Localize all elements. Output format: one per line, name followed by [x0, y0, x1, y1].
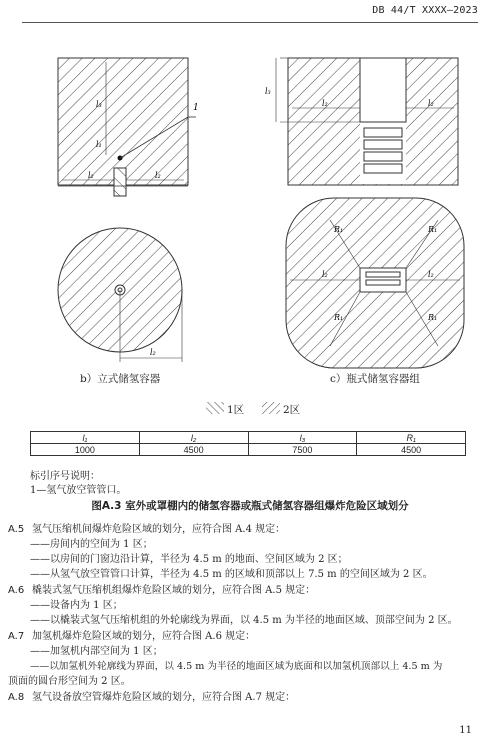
vertical-vessel-plan — [58, 228, 182, 362]
dim-l2-left: l₂ — [88, 171, 94, 180]
th-l1: l₁ — [82, 432, 88, 443]
figure-title: 图A.3 室外或罩棚内的储氢容器或瓶式储氢容器组爆炸危险区域划分 — [91, 500, 409, 512]
section-a7-continuation: 顶面的圆台形空间为 2 区。 — [8, 676, 131, 687]
dim-r1-tr: R₁ — [428, 225, 438, 234]
vertical-vessel-elevation — [58, 58, 199, 196]
bottle-group-plan — [286, 198, 464, 368]
parameters-table — [30, 431, 466, 456]
caption-b: b）立式储氢容器 — [80, 373, 161, 385]
dim-l3: l₃ — [96, 100, 102, 109]
notes-title: 标引序号说明： — [30, 471, 100, 482]
dim-c-l2-right: l₂ — [428, 99, 434, 108]
td-r1: 4500 — [357, 444, 466, 456]
th-l3: l₃ — [299, 432, 306, 443]
section-a5: A.5 氢气压缩机间爆炸危险区域的划分，应符合图 A.4 规定： — [8, 524, 286, 535]
td-l1: 1000 — [31, 444, 140, 456]
dim-plan-l2: l₂ — [150, 348, 156, 357]
dim-plan-c-l2-right: l₂ — [428, 270, 434, 279]
zone1-swatch-icon — [206, 402, 224, 414]
callout-1: 1 — [193, 103, 199, 113]
bottle-group-elevation — [265, 58, 458, 185]
caption-c: c）瓶式储氢容器组 — [330, 373, 420, 385]
dim-plan-c-l2-left: l₂ — [322, 270, 328, 279]
section-a7-bullet-2: ——以加氢机外轮廓线为界面，以 4.5 m 为半径的地面区域为底面和以加氢机顶部以上 4.5 m 为 — [30, 661, 443, 672]
legend-swatches — [0, 400, 500, 420]
section-a5-bullet-2: ——以房间的门窗边沿计算，半径为 4.5 m 的地面、空间区域为 2 区； — [30, 554, 348, 565]
dim-l2-right: l₂ — [155, 171, 161, 180]
dim-l1: l₁ — [96, 140, 102, 149]
section-a8: A.8 氢气设备放空管爆炸危险区域的划分，应符合图 A.7 规定： — [8, 692, 296, 703]
dim-r1-tl: R₁ — [334, 225, 344, 234]
section-a7-bullet-1: ——加氢机内部空间为 1 区； — [30, 646, 163, 657]
td-l3: 7500 — [248, 444, 357, 456]
table-header-row — [31, 432, 466, 444]
th-l2: l₂ — [190, 432, 197, 443]
section-a6-bullet-1: ——设备内为 1 区； — [30, 600, 123, 611]
dim-r1-br: R₁ — [428, 313, 438, 322]
section-a6-bullet-2: ——以橇装式氢气压缩机组的外轮廓线为界面，以 4.5 m 为半径的地面区域、顶部空间为 2 区。 — [30, 615, 458, 626]
legend-zone2: 2区 — [283, 404, 301, 416]
dim-c-l3: l₃ — [265, 87, 271, 96]
dim-c-l2-left: l₂ — [322, 99, 328, 108]
legend-zone1: 1区 — [227, 404, 245, 416]
notes — [30, 470, 126, 498]
dim-r1-bl: R₁ — [334, 313, 344, 322]
zone2-swatch-icon — [262, 402, 280, 414]
section-a5-bullet-1: ——房间内的空间为 1 区； — [30, 539, 153, 550]
page-number: 11 — [459, 725, 472, 736]
section-a6: A.6 橇装式氢气压缩机组爆炸危险区域的划分，应符合图 A.5 规定： — [8, 585, 316, 596]
table-row — [31, 444, 466, 456]
standard-code: DB 44/T XXXX—2023 — [372, 5, 478, 16]
td-l2: 4500 — [139, 444, 248, 456]
th-r1: R₁ — [406, 432, 416, 443]
section-a5-bullet-3: ——从氢气放空管管口计算，半径为 4.5 m 的区域和顶部以上 7.5 m 的空间区域为 2 区。 — [30, 569, 433, 580]
section-a7: A.7 加氢机爆炸危险区域的划分，应符合图 A.6 规定： — [8, 631, 256, 642]
notes-item-1: 1—氢气放空管管口。 — [30, 485, 127, 496]
